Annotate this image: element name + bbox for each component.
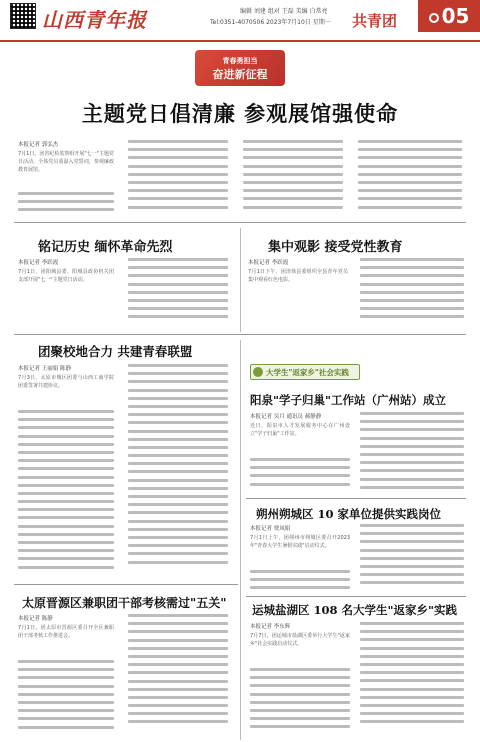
article-lead-text: 近日，阳泉市人才发展服务中心在广州设立"学子归巢"工作站。 (250, 423, 350, 438)
article-title: 团聚校地合力 共建青春联盟 (38, 344, 193, 359)
byline: 本报记者 贾凤娟 (250, 526, 291, 532)
article-body-text (250, 668, 350, 738)
article-title: 铭记历史 缅怀革命先烈 (38, 240, 173, 255)
article-body-text (128, 258, 228, 324)
byline: 本报记者 王丽娟 陈静 (18, 366, 71, 372)
byline: 本报记者 吴月 通讯员 郝静静 (250, 414, 322, 420)
tag-dot-icon (253, 367, 263, 377)
byline: 本报记者 郭弘杰 (18, 142, 59, 148)
divider (240, 228, 241, 332)
article-body-text (358, 140, 462, 216)
divider (14, 334, 466, 335)
article-lead-text: 7月1日下午，团清徐县委组织全县青年党员集中观看红色电影。 (248, 269, 348, 284)
article-body-text (18, 660, 114, 738)
article-title: 阳泉"学子归巢"工作站（广州站）成立 (250, 393, 446, 407)
masthead (0, 0, 480, 42)
article-title: 集中观影 接受党性教育 (268, 240, 403, 255)
article-body-text (18, 410, 114, 576)
article-body-text (243, 140, 343, 216)
divider (246, 498, 466, 499)
article-body-text (250, 570, 350, 592)
lead-headline: 主题党日倡清廉 参观展馆强使命 (81, 101, 399, 126)
article-body-text (250, 458, 350, 494)
section-name: 共青团 (352, 12, 398, 30)
article-lead-text: 7月1日，团省纪检监察组开展"七一"主题党日活动，全体党员重温入党誓词，参观廉政教育展馆。 (18, 151, 114, 174)
column-tag-text: 大学生"返家乡"社会实践 (266, 368, 349, 377)
byline: 本报记者 李跃霞 (248, 260, 289, 266)
page-number-badge (418, 0, 480, 32)
article-lead-text: 7月7日，团运城市盐湖区委举行大学生"返家乡"社会实践启动仪式。 (250, 633, 350, 648)
qr-code-icon (10, 3, 36, 29)
banner-line1: 青春勇担当 (222, 57, 258, 65)
banner-line2: 奋进新征程 (212, 68, 268, 81)
article-body-text (18, 192, 114, 216)
article-body-text (128, 614, 228, 738)
article-title: 朔州朔城区 10 家单位提供实践岗位 (256, 507, 442, 521)
divider (246, 596, 466, 597)
article-lead-text: 7月1日上午，团朔州市朔城区委召开2023年"青春大学生暑假实践"启动仪式。 (250, 535, 350, 550)
page-circle-icon (429, 13, 439, 23)
divider (240, 340, 241, 740)
contact-date: Tel:0351-4070506 2023年7月10日 星期一 (210, 19, 331, 26)
byline: 本报记者 李跃霞 (18, 260, 59, 266)
article-lead-text: 7月1日，团太原市晋源区委召开全区兼职团干部考核工作推进会。 (18, 625, 114, 640)
article-body-text (360, 258, 464, 324)
article-body-text (128, 140, 228, 216)
article-body-text (360, 524, 464, 592)
feature-banner (195, 50, 285, 86)
article-lead-text: 7月1日，团阳城县委、阳城县政协机关团支部开展"七一"主题党日活动。 (18, 269, 114, 284)
page-number: 05 (441, 4, 470, 28)
article-title: 运城盐湖区 108 名大学生"返家乡"实践 (252, 603, 457, 617)
byline: 本报记者 李东辉 (250, 624, 291, 630)
article-body-text (360, 622, 464, 738)
byline: 本报记者 陈静 (18, 616, 53, 622)
article-lead-text: 7月3日，太原市城区团委与山西工商学院团委签署共建协议。 (18, 375, 114, 390)
editor-info: 编辑 刘建 组对 王磊 美编 白常亮 (240, 8, 328, 15)
article-body-text (360, 412, 464, 494)
divider (14, 584, 238, 585)
column-tag (250, 364, 360, 382)
divider (14, 222, 466, 223)
paper-name: 山西青年报 (42, 8, 147, 32)
article-body-text (128, 364, 228, 576)
article-title: 太原晋源区兼职团干部考核需过"五关" (22, 596, 227, 610)
